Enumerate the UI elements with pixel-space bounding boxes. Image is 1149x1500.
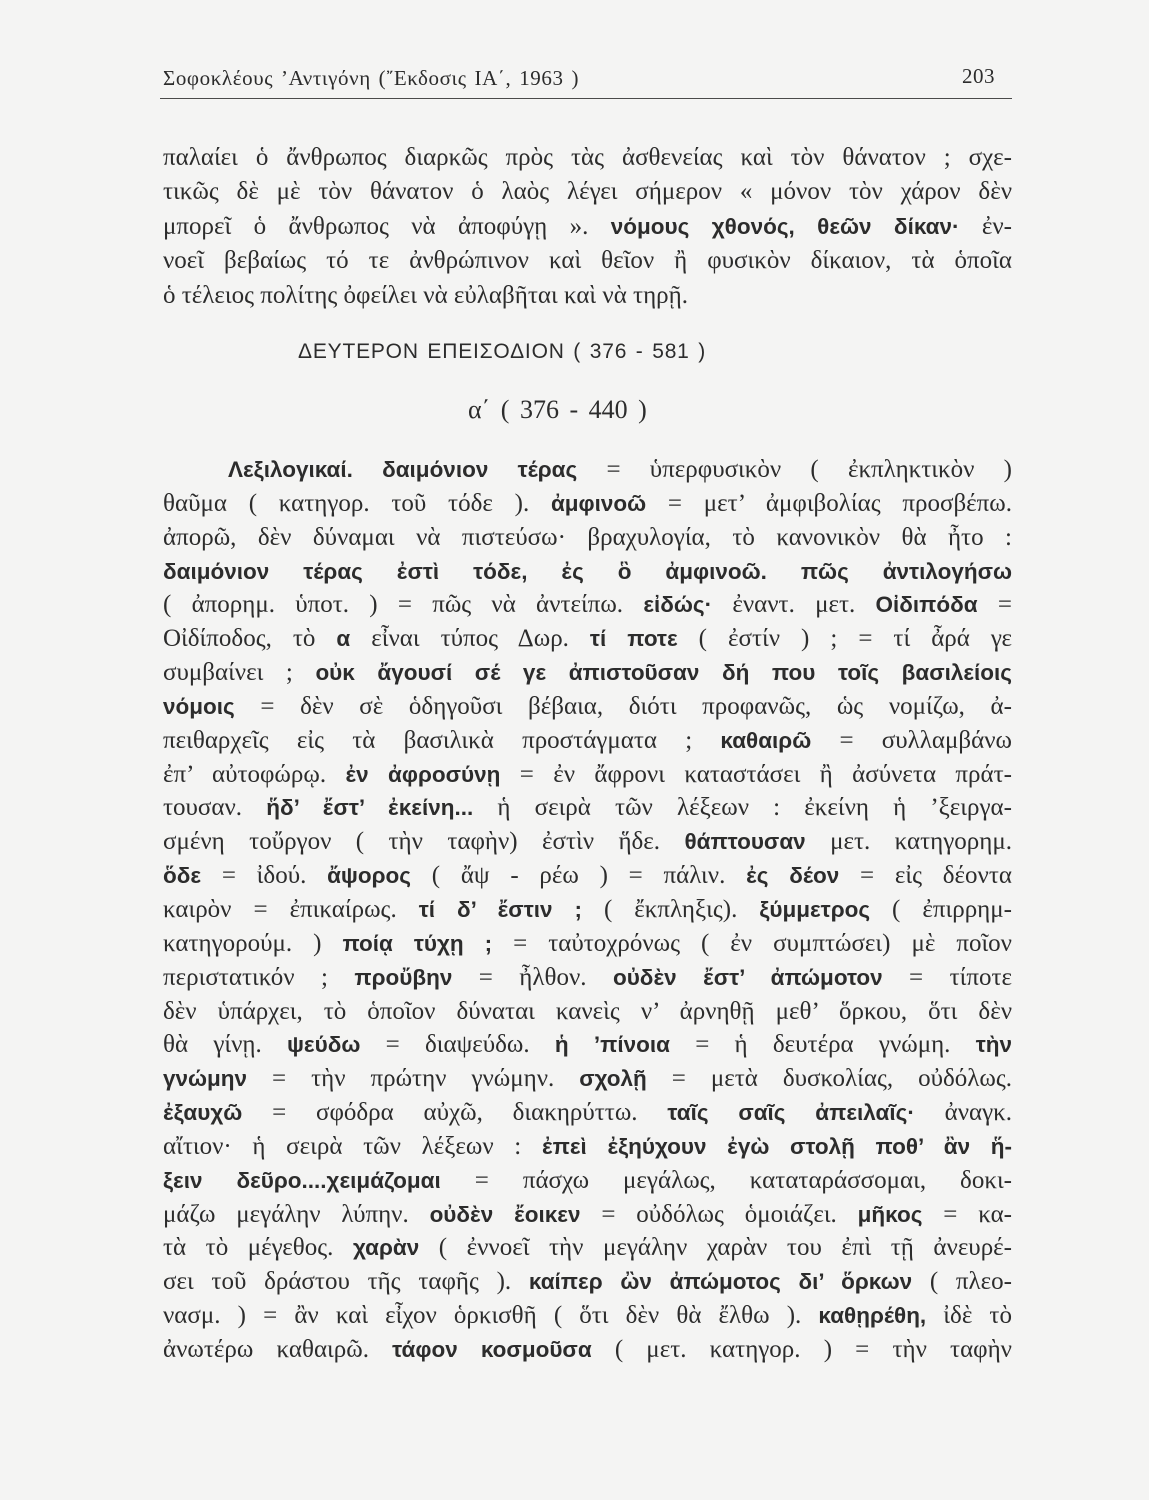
text-segment: ἀναγκ. [914, 1099, 1012, 1127]
text-line [163, 1096, 1012, 1130]
text-line [163, 791, 1012, 825]
bold-term: καθῃρέθη, [818, 1303, 927, 1329]
bold-term: νόμους χθονός, θεῶν δίκαν· [610, 213, 960, 239]
text-line [163, 1062, 1012, 1096]
text-segment: ὁ τέλειος πολίτης ὀφείλει νὰ εὐλαβῆται καὶ νὰ τηρῇ. [163, 281, 688, 309]
text-line [163, 210, 1012, 244]
text-segment: ἐναντ. μετ. [712, 591, 876, 619]
bold-term: τάφον κοσμοῦσα [392, 1336, 592, 1362]
bold-term: ποίᾳ τύχῃ ; [342, 930, 493, 956]
subsection-heading: α΄ ( 376 - 440 ) [468, 395, 647, 424]
text-line [163, 1028, 1012, 1062]
text-line [163, 1231, 1012, 1265]
text-line [163, 690, 1012, 724]
text-segment: = ἡ δευτέρα γνώμη. [669, 1031, 976, 1059]
bold-term: δαιμόνιον τέρας ἐστὶ τόδε, ἐς ὃ ἀμφινοῶ. πῶς ἀντιλογήσω [163, 558, 1012, 584]
text-line [163, 893, 1012, 927]
text-segment: κατηγορούμ. ) [163, 929, 343, 957]
bold-term: ἐς δέον [746, 863, 840, 889]
text-line [163, 995, 1012, 1029]
bold-term: ἐπεὶ ἐξηύχουν ἐγὼ στολῇ ποθ’ ἂν ἥ- [541, 1133, 1012, 1159]
text-segment: νοεῖ βεβαίως τό τε ἀνθρώπινον καὶ θεῖον ἢ φυσικὸν δίκαιον, τὰ ὁποῖα [163, 247, 1012, 275]
bold-term: τί δ’ ἔστιν ; [418, 896, 582, 922]
text-line [163, 622, 1012, 656]
text-line [163, 487, 1012, 521]
bold-term: τί ποτε [589, 626, 678, 652]
bold-term: ἀμφινοῶ [550, 490, 647, 516]
text-segment: ( ἄψ - ρέω ) = πάλιν. [410, 862, 747, 890]
text-line [163, 1265, 1012, 1299]
bold-term: καίπερ ὢν ἀπώμοτος δι’ ὅρκων [528, 1269, 913, 1295]
text-segment: ( μετ. κατηγορ. ) = τὴν ταφὴν [591, 1335, 1012, 1363]
text-segment: = [977, 591, 1012, 619]
text-segment: αἴτιον· ἡ σειρὰ τῶν λέξεων : [163, 1132, 542, 1160]
bold-term: χαρὰν [352, 1235, 420, 1261]
bold-term: ἐν ἀφροσύνῃ [345, 761, 501, 787]
bold-term: εἰδώς· [643, 592, 713, 618]
text-segment: τουσαν. [163, 794, 267, 822]
text-segment: μπορεῖ ὁ ἄνθρωπος νὰ ἀποφύγῃ ». [163, 212, 611, 240]
text-segment: ( ἐστίν ) ; = τί ἆρά γε [677, 625, 1012, 653]
bold-term: ἥδ’ ἔστ’ ἐκείνη... [266, 795, 474, 821]
text-line [163, 1130, 1012, 1164]
text-line [163, 175, 1012, 209]
text-segment: ἐν- [959, 212, 1013, 240]
text-line [163, 244, 1012, 278]
text-segment: ( ἐννοεῖ τὴν μεγάλην χαρὰν του ἐπὶ τῇ ἀνευρέ- [419, 1234, 1012, 1262]
bold-term: ἡ ’πίνοια [554, 1032, 670, 1058]
text-line [163, 927, 1012, 961]
text-segment: ( ἀπορημ. ὑποτ. ) = πῶς νὰ ἀντείπω. [163, 591, 644, 619]
text-line [163, 279, 1012, 313]
text-segment: = σφόδρα αὐχῶ, διακηρύττω. [242, 1099, 668, 1127]
text-segment: σει τοῦ δράστου τῆς ταφῆς ). [163, 1268, 529, 1296]
text-segment: ( πλεο- [912, 1268, 1012, 1296]
text-segment: = μετ’ ἀμφιβολίας προσβέπω. [646, 489, 1012, 517]
bold-term: Οἰδιπόδα [875, 592, 978, 618]
glossary-paragraph [163, 453, 1012, 1367]
text-line [163, 859, 1012, 893]
text-segment: παλαίει ὁ ἄνθρωπος διαρκῶς πρὸς τὰς ἀσθενείας καὶ τὸν θάνατον ; σχε- [163, 144, 1012, 171]
bold-term: θάπτουσαν [684, 829, 806, 855]
text-segment: ἀνωτέρω καθαιρῶ. [163, 1335, 393, 1363]
text-segment: = τίποτε [882, 963, 1013, 991]
bold-term: νόμοις [163, 693, 235, 719]
text-segment: Οἰδίποδος, τὸ [163, 625, 337, 653]
text-segment: ( ἐπιρρημ- [870, 895, 1012, 923]
text-segment: ἀπορῶ, δὲν δύναμαι νὰ πιστεύσω· βραχυλογία, τὸ κανονικὸν θὰ ἦτο : [163, 523, 1012, 551]
bold-term: ἄψορος [327, 863, 411, 889]
text-line [163, 588, 1012, 622]
text-segment: = διαψεύδω. [360, 1031, 555, 1059]
text-line [163, 656, 1012, 690]
header-rule [160, 98, 1012, 99]
text-segment: δὲν ὑπάρχει, τὸ ὁποῖον δύναται κανεὶς ν’ ἀρνηθῇ μεθ’ ὅρκου, ὅτι δὲν [163, 997, 1012, 1025]
bold-term: οὐκ ἄγουσί σέ γε ἀπιστοῦσαν δή που τοῖς βασιλείοις [315, 660, 1012, 686]
bold-term: μῆκος [857, 1201, 923, 1227]
text-segment: πειθαρχεῖς εἰς τὰ βασιλικὰ προστάγματα ; [163, 726, 721, 754]
text-line [163, 1333, 1012, 1367]
bold-term: ξειν δεῦρο....χειμάζομαι [163, 1167, 441, 1193]
text-segment: = ἰδού. [201, 862, 328, 890]
text-segment: = πάσχω μεγάλως, καταταράσσομαι, δοκι- [440, 1166, 1012, 1194]
text-segment: νασμ. ) = ἂν καὶ εἶχον ὁρκισθῆ ( ὅτι δὲν θὰ ἔλθω ). [163, 1302, 819, 1330]
text-segment: εἶναι τύπος Δωρ. [350, 625, 590, 653]
bold-term: προὔβην [354, 964, 453, 990]
text-segment: συμβαίνει ; [163, 659, 316, 687]
text-line [163, 724, 1012, 758]
text-segment: τικῶς δὲ μὲ τὸν θάνατον ὁ λαὸς λέγει σήμερον « μόνον τὸν χάρον δὲν [163, 178, 1012, 206]
bold-term: γνώμην [163, 1066, 248, 1092]
text-line [163, 141, 1012, 175]
text-line [163, 1198, 1012, 1232]
text-line [163, 453, 1012, 487]
text-line [163, 825, 1012, 859]
bold-term: ὅδε [163, 863, 202, 889]
text-segment: ἐπ’ αὐτοφώρῳ. [163, 760, 346, 788]
text-segment: ἡ σειρὰ τῶν λέξεων : ἐκείνη ἡ ’ξειργα- [473, 794, 1012, 822]
text-line [163, 1164, 1012, 1198]
text-line [163, 521, 1012, 555]
bold-term: Λεξιλογικαί. δαιμόνιον τέρας [228, 457, 578, 482]
bold-term: τὴν [975, 1032, 1012, 1058]
text-segment: = κα- [922, 1200, 1013, 1228]
text-segment: = οὐδόλως ὁμοιάζει. [580, 1200, 858, 1228]
text-segment: περιστατικόν ; [163, 963, 355, 991]
bold-term: καθαιρῶ [720, 727, 812, 753]
text-segment: = εἰς δέοντα [839, 862, 1013, 890]
bold-term: οὐδὲν ἔοικεν [429, 1201, 581, 1227]
bold-term: οὐδὲν ἔστ’ ἀπώμοτον [612, 964, 883, 990]
bold-term: ξύμμετρος [759, 896, 871, 922]
text-segment: ἰδὲ τὸ [926, 1302, 1012, 1330]
text-segment: = ταὐτοχρόνως ( ἐν συμπτώσει) μὲ ποῖον [492, 929, 1012, 957]
text-segment: θαῦμα ( κατηγορ. τοῦ τόδε ). [163, 489, 551, 517]
text-line [163, 555, 1012, 589]
text-segment: = ἐν ἄφρονι καταστάσει ἢ ἀσύνετα πράτ- [500, 760, 1012, 788]
running-head: Σοφοκλέους ’Αντιγόνη (῎Εκδοσις ΙΑ΄, 1963 ) [163, 66, 580, 90]
text-segment: = ὑπερφυσικὸν ( ἐκπληκτικὸν ) [577, 456, 1012, 483]
page-number: 203 [962, 64, 995, 88]
text-segment: = μετὰ δυσκολίας, οὐδόλως. [646, 1065, 1013, 1093]
text-segment: μετ. κατηγορημ. [805, 828, 1013, 856]
text-segment: τὰ τὸ μέγεθος. [163, 1234, 353, 1262]
bold-term: σχολῇ [579, 1066, 647, 1092]
bold-term: ταῖς σαῖς ἀπειλαῖς· [667, 1100, 915, 1126]
text-line [163, 758, 1012, 792]
text-line [163, 961, 1012, 995]
section-heading: ΔΕΥΤΕΡΟΝ ΕΠΕΙΣΟΔΙΟΝ ( 376 - 581 ) [298, 340, 707, 363]
text-segment: ( ἔκπληξις). [581, 895, 760, 923]
text-segment: = τὴν πρώτην γνώμην. [247, 1065, 580, 1093]
text-segment: θὰ γίνῃ. [163, 1031, 287, 1059]
text-segment: = συλλαμβάνω [811, 726, 1012, 754]
text-segment: σμένη τοὔργον ( τὴν ταφὴν) ἐστὶν ἥδε. [163, 828, 685, 856]
text-segment: καιρὸν = ἐπικαίρως. [163, 895, 419, 923]
bold-term: ἐξαυχῶ [163, 1100, 243, 1126]
bold-term: ψεύδω [286, 1032, 361, 1058]
text-line [163, 1299, 1012, 1333]
bold-term: α [336, 626, 351, 652]
text-segment: = δὲν σὲ ὁδηγοῦσι βέβαια, διότι προφανῶς, ὡς νομίζω, ἀ- [234, 692, 1012, 720]
intro-paragraph [163, 141, 1012, 313]
text-segment: = ἦλθον. [452, 963, 613, 991]
text-segment: μάζω μεγάλην λύπην. [163, 1200, 430, 1228]
